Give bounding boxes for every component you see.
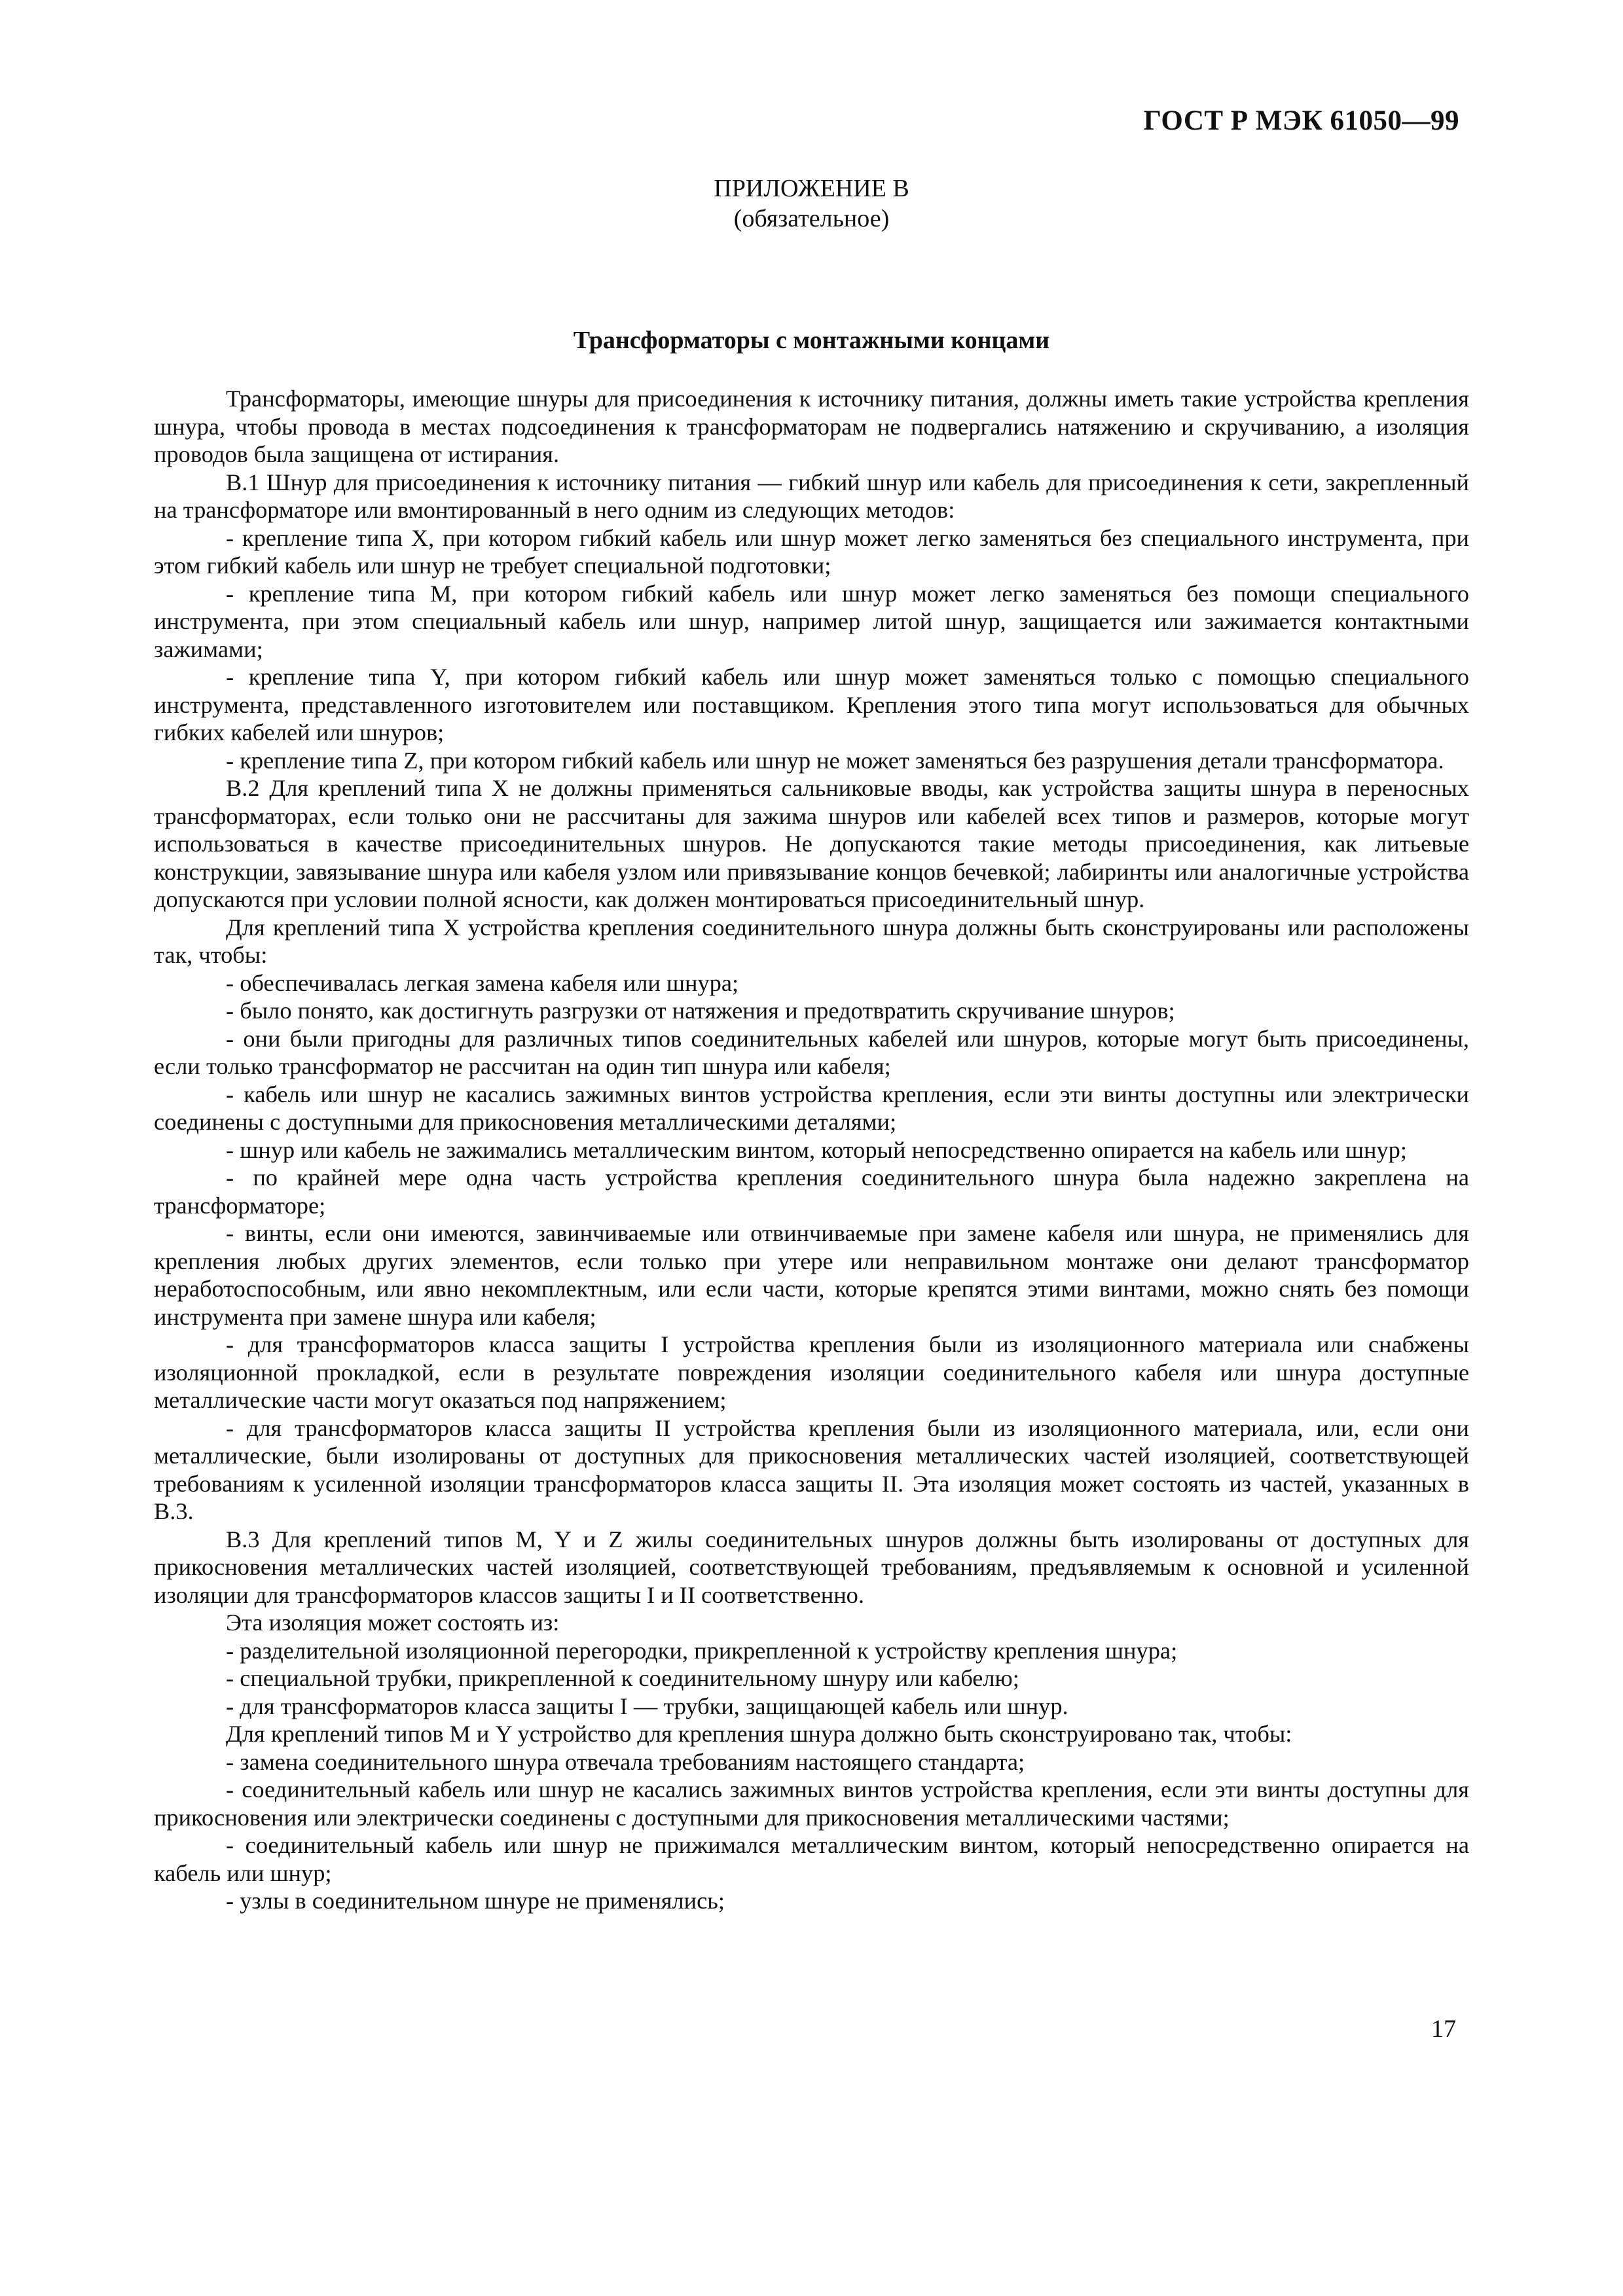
paragraph: Эта изоляция может состоять из: — [226, 1609, 560, 1636]
document-body — [154, 385, 1469, 1915]
paragraph: В.3 Для креплений типов M, Y и Z жилы соединительных шнуров должны быть изолированы от доступных для прикосновения металлических частей изоляцией, соответствующей требованиям, предъявляемым к основной и усиленной изоляции для трансформаторов классов защиты I и II соответственно. — [154, 1526, 1469, 1608]
list-item: - соединительный кабель или шнур не касались зажимных винтов устройства крепления, если эти винты доступны для прикосновения или электрически соединены с доступными для прикосновения металлическими частями; — [154, 1776, 1469, 1831]
paragraph: В.1 Шнур для присоединения к источнику питания — гибкий шнур или кабель для присоединения к сети, закрепленный на трансформаторе или вмонтированный в него одним из следующих методов: — [154, 469, 1469, 523]
paragraph: Для креплений типа X устройства крепления соединительного шнура должны быть сконструированы или расположены так, чтобы: — [154, 914, 1469, 968]
list-item: - по крайней мере одна часть устройства крепления соединительного шнура была надежно закреплена на трансформаторе; — [154, 1164, 1469, 1219]
list-item: - для трансформаторов класса защиты I — трубки, защищающей кабель или шнур. — [226, 1693, 1068, 1719]
list-item: - обеспечивалась легкая замена кабеля или шнура; — [226, 969, 739, 996]
list-item: - винты, если они имеются, завинчиваемые или отвинчиваемые при замене кабеля или шнура, не применялись для крепления любых других элементов, если только при утере или неправильном монтаже они делают трансформатор неработоспособным, или явно некомплектным, или если части, которые крепятся этими винтами, можно снять без помощи инструмента при замене шнура или кабеля; — [154, 1220, 1469, 1330]
paragraph: В.2 Для креплений типа X не должны применяться сальниковые вводы, как устройства защиты шнура в переносных трансформаторах, если только они не рассчитаны для зажима шнуров или кабелей всех типов и размеров, которые могут использоваться в качестве присоединительных шнуров. Не допускаются такие методы присоединения, как литьевые конструкции, завязывание шнура или кабеля узлом или привязывание концов бечевкой; лабиринты или аналогичные устройства допускаются при условии полной ясности, как должен монтироваться присоединительный шнур. — [154, 775, 1469, 912]
list-item: - для трансформаторов класса защиты II устройства крепления были из изоляционного материала, или, если они металлические, были изолированы от доступных для прикосновения металлических частей изоляцией, соответствующей требованиям к усиленной изоляции трансформаторов класса защиты II. Эта изоляция может состоять из частей, указанных в В.3. — [154, 1414, 1469, 1524]
list-item: - соединительный кабель или шнур не прижимался металлическим винтом, который непосредственно опирается на кабель или шнур; — [154, 1832, 1469, 1886]
standard-code-header: ГОСТ Р МЭК 61050—99 — [1143, 105, 1459, 136]
list-item: - кабель или шнур не касались зажимных винтов устройства крепления, если эти винты доступны или электрически соединены с доступными для прикосновения металлическими деталями; — [154, 1081, 1469, 1135]
list-item: - узлы в соединительном шнуре не применялись; — [226, 1888, 725, 1914]
appendix-heading — [0, 173, 1623, 234]
paragraph: Трансформаторы, имеющие шнуры для присоединения к источнику питания, должны иметь такие устройства крепления шнура, чтобы провода в местах подсоединения к трансформаторам не подвергались натяжению и скручиванию, а изоляция проводов была защищена от истирания. — [154, 386, 1469, 467]
list-item: - крепление типа X, при котором гибкий кабель или шнур может легко заменяться без специального инструмента, при этом гибкий кабель или шнур не требует специальной подготовки; — [154, 524, 1469, 579]
section-title: Трансформаторы с монтажными концами — [573, 327, 1050, 354]
page-number: 17 — [1431, 2015, 1456, 2043]
list-item: - разделительной изоляционной перегородки, прикрепленной к устройству крепления шнура; — [226, 1637, 1178, 1664]
list-item: - крепление типа Y, при котором гибкий кабель или шнур может заменяться только с помощью специального инструмента, представленного изготовителем или поставщиком. Крепления этого типа могут использоваться для обычных гибких кабелей или шнуров; — [154, 664, 1469, 745]
appendix-label: ПРИЛОЖЕНИЕ В — [714, 175, 909, 202]
paragraph: Для креплений типов M и Y устройство для крепления шнура должно быть сконструировано так, чтобы: — [226, 1721, 1292, 1747]
appendix-status: (обязательное) — [733, 205, 890, 232]
list-item: - для трансформаторов класса защиты I устройства крепления были из изоляционного материала или снабжены изоляционной прокладкой, если в результате повреждения изоляции соединительного кабеля или шнура доступные металлические части могут оказаться под напряжением; — [154, 1331, 1469, 1413]
list-item: - крепление типа Z, при котором гибкий кабель или шнур не может заменяться без разрушения детали трансформатора. — [226, 747, 1444, 774]
list-item: - крепление типа M, при котором гибкий кабель или шнур может легко заменяться без помощи специального инструмента, при этом специальный кабель или шнур, например литой шнур, защищается или зажимается контактными зажимами; — [154, 580, 1469, 662]
list-item: - специальной трубки, прикрепленной к соединительному шнуру или кабелю; — [226, 1665, 1019, 1691]
list-item: - замена соединительного шнура отвечала требованиям настоящего стандарта; — [226, 1748, 1025, 1775]
list-item: - шнур или кабель не зажимались металлическим винтом, который непосредственно опирается на кабель или шнур; — [226, 1136, 1407, 1163]
list-item: - они были пригодны для различных типов соединительных кабелей или шнуров, которые могут быть присоединены, если только трансформатор не рассчитан на один тип шнура или кабеля; — [154, 1025, 1469, 1079]
list-item: - было понято, как достигнуть разгрузки от натяжения и предотвратить скручивание шнуров; — [226, 997, 1175, 1024]
